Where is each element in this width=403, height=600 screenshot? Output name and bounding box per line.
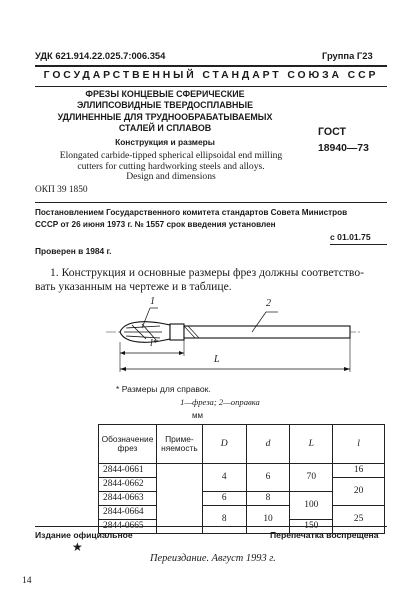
title-en-line: Elongated carbide-tipped spherical ellipsoidal end milling — [59, 150, 283, 161]
title-ru-line: ФРЕЗЫ КОНЦЕВЫЕ СФЕРИЧЕСКИЕ — [85, 89, 245, 99]
decree-line-2: СССР от 26 июня 1973 г. № 1557 срок введения установлен — [35, 220, 276, 229]
title-ru-line: СТАЛЕЙ И СПЛАВОВ — [118, 123, 212, 134]
gost-label: ГОСТ — [318, 126, 346, 138]
reissue-note: Переиздание. Август 1993 г. — [150, 553, 276, 564]
udk-code: УДК 621.914.22.025.7:006.354 — [35, 50, 166, 61]
usage-cell — [156, 464, 202, 534]
L-cell: 70 — [290, 464, 333, 492]
l-cell: 25 — [333, 506, 385, 534]
col-header-code: Обозначение фрез — [99, 425, 157, 464]
D-cell: 8 — [202, 506, 246, 534]
dim-label-l: l* — [150, 338, 158, 349]
banner-rule — [35, 86, 387, 87]
decree-rule — [35, 202, 387, 203]
col-header-D: D — [202, 425, 246, 464]
col-header-L: L — [290, 425, 333, 464]
paragraph-line: 1. Конструкция и основные размеры фрез должны соответство- — [50, 266, 364, 279]
D-cell: 6 — [202, 492, 246, 506]
title-ru-line: УДЛИНЕННЫЕ ДЛЯ ТРУДНООБРАБАТЫВАЕМЫХ — [57, 111, 273, 122]
code-cell: 2844-0661 — [99, 464, 157, 478]
gost-number: 18940—73 — [318, 143, 369, 154]
page-number: 14 — [22, 575, 32, 586]
group-code: Группа Г23 — [322, 50, 373, 61]
reprint-banned: Перепечатка воспрещена — [270, 530, 379, 540]
paragraph-line: вать указанным на чертеже и в таблице. — [35, 280, 232, 293]
code-cell: 2844-0663 — [99, 492, 157, 506]
callout-1: 1 — [150, 296, 155, 307]
L-cell: 100 — [290, 492, 333, 520]
col-header-usage: Приме- няемость — [156, 425, 202, 464]
top-rule — [35, 65, 387, 67]
decree-date: с 01.01.75 — [330, 232, 371, 242]
col-header-l: l — [333, 425, 385, 464]
callout-2: 2 — [266, 298, 271, 309]
title-ru — [35, 89, 295, 135]
subtitle-ru: Конструкция и размеры — [115, 137, 215, 147]
d-cell: 10 — [246, 506, 290, 534]
code-cell: 2844-0664 — [99, 506, 157, 520]
table-row — [99, 506, 385, 520]
footer-rule — [35, 526, 387, 527]
col-header-d: d — [246, 425, 290, 464]
okp-code: ОКП 39 1850 — [35, 185, 88, 195]
arbor-collar — [170, 324, 184, 340]
unit-label: мм — [192, 411, 203, 420]
legend-note: 1—фреза; 2—оправка — [180, 397, 260, 407]
title-en-line: cutters for cutting hardworking steels and alloys. — [77, 160, 265, 172]
dimensions-table — [98, 424, 385, 534]
table-header-row — [99, 425, 385, 464]
table-row — [99, 464, 385, 478]
reference-note: * Размеры для справок. — [116, 384, 211, 394]
arbor-shank — [184, 326, 350, 338]
title-ru-line: ЭЛЛИПСОВИДНЫЕ ТВЕРДОСПЛАВНЫЕ — [76, 100, 254, 111]
l-cell: 16 — [333, 464, 385, 478]
code-cell: 2844-0665 — [99, 520, 157, 534]
paragraph — [35, 266, 364, 294]
official-edition: Издание официальное — [35, 530, 133, 540]
L-cell: 150 — [290, 520, 333, 534]
cutter-drawing — [100, 298, 365, 376]
title-en-line: Design and dimensions — [126, 171, 216, 182]
date-underline — [330, 244, 387, 245]
d-cell: 8 — [246, 492, 290, 506]
d-cell: 6 — [246, 464, 290, 492]
title-en — [35, 151, 307, 183]
dim-label-L: L — [214, 354, 220, 365]
checked-year: Проверен в 1984 г. — [35, 246, 112, 256]
star-icon: ★ — [72, 540, 83, 554]
D-cell: 4 — [202, 464, 246, 492]
decree-line-1: Постановлением Государственного комитета стандартов Совета Министров — [35, 208, 348, 217]
l-cell: 20 — [333, 478, 385, 506]
code-cell: 2844-0662 — [99, 478, 157, 492]
banner-title: ГОСУДАРСТВЕННЫЙ СТАНДАРТ СОЮЗА ССР — [43, 70, 379, 81]
